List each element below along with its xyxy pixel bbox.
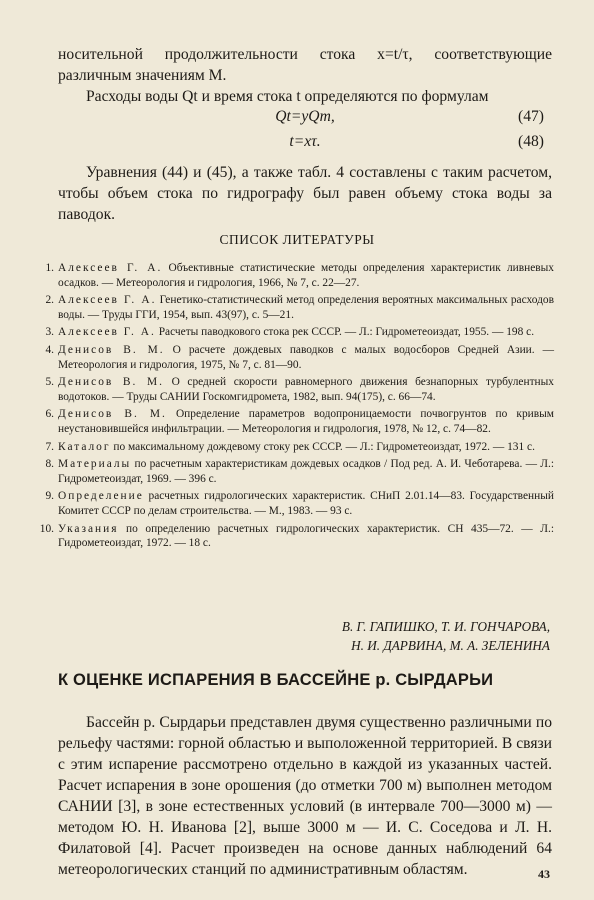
reference-item xyxy=(32,522,554,551)
formula-48 xyxy=(58,133,552,155)
reference-author: Денисов В. М. xyxy=(58,376,164,389)
reference-item xyxy=(32,457,554,486)
reference-author: Указания xyxy=(58,522,119,535)
reference-text: О средней скорости равномерного движения безнапорных турбулентных водотоков. — Труды САНИИ Госкомгидромета, 1982, вып. 94(175), с. 66—74. xyxy=(58,376,554,403)
reference-text: Определение параметров водопроницаемости почвогрунтов по кривым неустановившейся инфильтрации. — Метеорология и гидрология, 1978, № 12, с. 74—82. xyxy=(58,408,554,435)
reference-author: Каталог xyxy=(58,440,111,453)
reference-number: 2. xyxy=(45,294,54,307)
formula-48-number: (48) xyxy=(518,133,544,150)
intro-line-3: Расходы воды Qt и время стока t определяются по формулам xyxy=(86,88,489,105)
reference-text: по максимальному дождевому стоку рек СССР. — Л.: Гидрометеоиздат, 1972. — 131 с. xyxy=(113,440,535,453)
reference-text: расчетных гидрологических характеристик. СНиП 2.01.14—83. Государственный Комитет СССР по делам строительства. — М., 1983. — 93 с. xyxy=(58,490,554,517)
formula-48-expression: t=xτ. xyxy=(289,133,321,150)
reference-author: Алексеев Г. А. xyxy=(58,262,163,274)
authors-line-1: В. Г. ГАПИШКО, Т. И. ГОНЧАРОВА, xyxy=(341,619,550,634)
reference-text: Расчеты паводкового стока рек СССР. — Л.: Гидрометеоиздат, 1955. — 198 с. xyxy=(158,326,535,339)
intro-line-2: различным значениям M. xyxy=(58,67,227,84)
reference-number: 5. xyxy=(45,376,54,389)
reference-author: Денисов В. М. xyxy=(58,343,165,356)
reference-author: Денисов В. М. xyxy=(58,408,167,421)
article-paragraph: Бассейн р. Сырдарьи представлен двумя существенно различными по рельефу частями: горной областью и выположенной территорией. В связи с этим испарение рассмотрено отдельно в каждой из указанных частей. Расчет испарения в зоне орошения (до отметки 700 м) выполнен методом САНИИ [3], в зоне естественных условий (в интервале 700—3000 м) — методом Ю. Н. Иванова [2], выше 3000 м — И. С. Соседова и Л. Н. Филатовой [4]. Расчет произведен на основе данных наблюдений 64 метеорологических станций по административным областям. xyxy=(58,714,552,878)
reference-text: Объективные статистические методы определения характеристик ливневых осадков. — Метеорология и гидрология, 1966, № 7, с. 22—27. xyxy=(58,262,554,289)
reference-item xyxy=(32,325,554,340)
reference-author: Алексеев Г. А. xyxy=(58,326,156,339)
reference-item xyxy=(32,440,554,455)
reference-item xyxy=(32,407,554,436)
references-heading: СПИСОК ЛИТЕРАТУРЫ xyxy=(219,232,375,247)
reference-author: Материалы xyxy=(58,458,132,471)
formula-47 xyxy=(58,108,552,130)
intro-paragraph xyxy=(58,44,552,107)
reference-number: 10. xyxy=(39,522,54,535)
reference-item xyxy=(32,343,554,372)
formula-47-expression: Qt=yQm, xyxy=(275,108,335,125)
reference-item xyxy=(32,293,554,322)
references-list xyxy=(32,261,554,554)
reference-item xyxy=(32,489,554,518)
reference-number: 7. xyxy=(45,440,54,453)
article-authors xyxy=(342,617,550,655)
reference-number: 8. xyxy=(45,458,54,471)
page-number: 43 xyxy=(538,867,550,881)
authors-line-2: Н. И. ДАРВИНА, М. А. ЗЕЛЕНИНА xyxy=(351,638,550,653)
reference-item xyxy=(32,375,554,404)
reference-item xyxy=(32,261,554,290)
reference-text: О расчете дождевых паводков с малых водосборов Средней Азии. — Метеорология и гидрология, 1975, № 7, с. 81—90. xyxy=(58,343,554,371)
reference-author: Определение xyxy=(58,490,144,503)
formula-47-number: (47) xyxy=(518,108,544,125)
equations-paragraph: Уравнения (44) и (45), а также табл. 4 составлены с таким расчетом, чтобы объем стока по гидрографу был равен объему стока воды за паводок. xyxy=(58,164,552,223)
reference-number: 1. xyxy=(45,262,54,274)
reference-number: 6. xyxy=(45,408,54,421)
reference-text: Генетико-статистический метод определения вероятных максимальных расходов воды. — Труды ГГИ, 1954, вып. 43(97), с. 5—21. xyxy=(58,294,554,321)
reference-number: 4. xyxy=(45,343,54,356)
reference-text: по расчетным характеристикам дождевых осадков / Под ред. А. И. Чеботарева. — Л.: Гидрометеоиздат, 1969. — 396 с. xyxy=(58,458,554,485)
reference-text: по определению расчетных гидрологических характеристик. СН 435—72. — Л.: Гидрометеоиздат, 1972. — 18 с. xyxy=(58,522,554,550)
intro-line-1: носительной продолжительности стока x=t/τ, соответствующие xyxy=(58,46,552,63)
reference-number: 3. xyxy=(45,326,54,339)
reference-number: 9. xyxy=(45,490,54,503)
reference-author: Алексеев Г. А. xyxy=(58,294,157,307)
article-title: К ОЦЕНКЕ ИСПАРЕНИЯ В БАССЕЙНЕ р. СЫРДАРЬИ xyxy=(58,671,494,689)
